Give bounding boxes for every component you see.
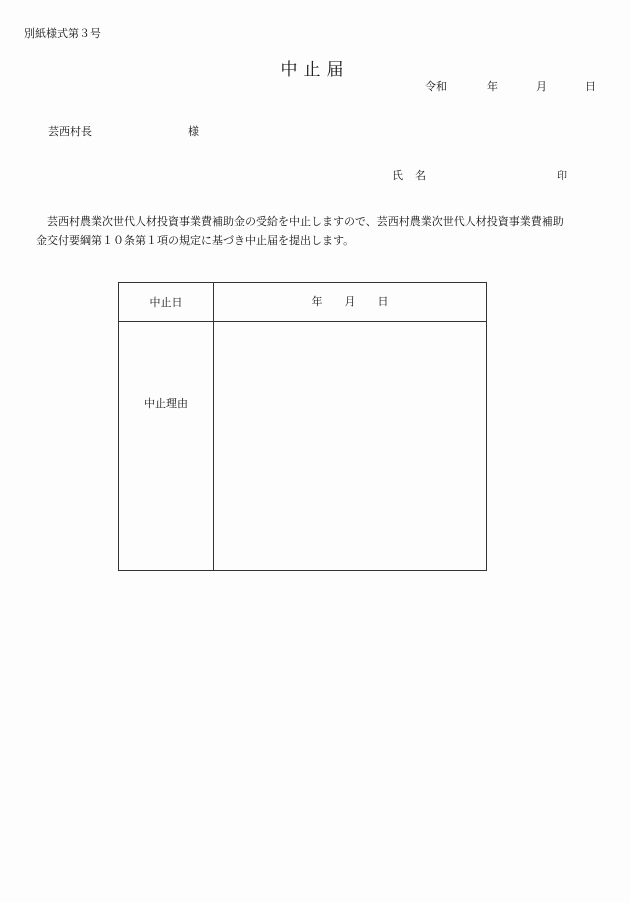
date-era: 令和 [425,80,447,93]
form-number: 別紙様式第３号 [24,27,101,40]
applicant-name-label: 氏名 [392,169,438,182]
date-day-label: 日 [585,80,596,93]
addressee-honorific: 様 [188,125,199,138]
stop-date-month-label: 月 [344,295,356,308]
stop-reason-label: 中止理由 [144,397,188,410]
stop-notice-table [118,282,487,571]
date-year-label: 年 [487,80,498,93]
stop-date-label: 中止日 [119,283,214,322]
table-row-stop-reason [119,322,487,571]
date-month-label: 月 [536,80,547,93]
stop-reason-label-cell [119,322,214,571]
addressee-name: 芸西村長 [48,125,92,138]
body-line-1: 芸西村農業次世代人材投資事業費補助金の受給を中止しますので、芸西村農業次世代人材投資事業費補助 [47,215,564,228]
stop-date-field[interactable] [214,283,487,322]
table-row-stop-date [119,283,487,322]
stop-date-day-label: 日 [377,295,389,308]
stop-reason-field[interactable] [214,322,487,571]
document-title: 中止届 [280,60,350,80]
body-line-2: 金交付要綱第１０条第１項の規定に基づき中止届を提出します。 [36,234,355,247]
seal-mark: 印 [557,171,567,182]
stop-date-year-label: 年 [311,295,323,308]
body-paragraph [36,212,602,250]
